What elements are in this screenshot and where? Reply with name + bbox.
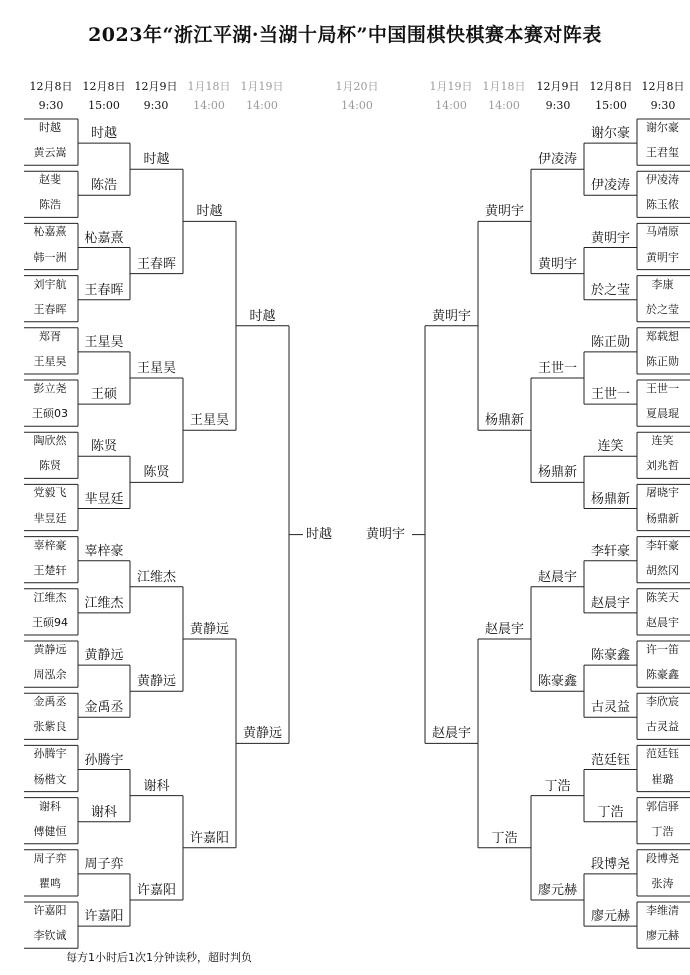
- right-r64-player: 陈正勋: [646, 354, 679, 368]
- right-r64-player: 陈豪鑫: [646, 668, 679, 682]
- left-r64-player: 时越: [39, 121, 61, 134]
- page-title: 2023年“浙江平湖·当湖十局杯”中国围棋快棋赛本赛对阵表: [88, 24, 602, 46]
- right-r64-player: 连笑: [651, 434, 674, 448]
- left-r32-winner: 陈浩: [90, 178, 117, 194]
- right-r64-player: 张涛: [651, 876, 674, 890]
- left-r64-player: 韩一洲: [33, 250, 67, 264]
- round-time: 9:30: [143, 99, 169, 112]
- right-r64-player: 夏晨琨: [646, 407, 679, 421]
- right-r32-winner: 连笑: [597, 439, 624, 455]
- left-r16-winner: 王星昊: [136, 361, 176, 376]
- right-r32-winner: 陈豪鑫: [590, 648, 630, 664]
- right-r32-winner: 谢尔豪: [590, 126, 630, 142]
- right-r64-player: 陈笑天: [646, 590, 679, 604]
- right-r64-player: 於之莹: [646, 302, 679, 316]
- right-r64-player: 古灵益: [646, 720, 679, 734]
- right-r64-player: 黄明宇: [646, 250, 679, 264]
- round-date: 12月9日: [134, 80, 178, 93]
- round-date: 1月19日: [240, 80, 284, 93]
- left-r32-winner: 王星昊: [84, 334, 124, 350]
- right-r64-player: 屠晓宇: [646, 486, 679, 500]
- left-sf-winner: 时越: [249, 308, 276, 324]
- left-r64-player: 王星昊: [33, 354, 67, 368]
- left-r64-player: 杺嘉熹: [33, 225, 67, 239]
- round-time: 9:30: [545, 99, 571, 112]
- right-r32-winner: 范廷钰: [590, 752, 630, 768]
- left-r32-winner: 周子弈: [84, 856, 124, 872]
- right-r64-player: 刘兆哲: [646, 459, 679, 473]
- left-r64-player: 刘宇航: [33, 277, 67, 291]
- right-qf-winner: 杨鼎新: [484, 413, 524, 429]
- right-r64-player: 范廷钰: [646, 747, 679, 761]
- left-r16-winner: 江维杰: [136, 569, 176, 585]
- left-r32-winner: 芈昱廷: [84, 491, 124, 507]
- left-r64-player: 赵斐: [39, 173, 61, 187]
- right-r16-winner: 赵晨宇: [537, 569, 577, 585]
- round-time: 9:30: [38, 99, 64, 112]
- left-r64-player: 黄云嵩: [33, 146, 67, 160]
- left-r64-player: 王楚轩: [33, 563, 67, 577]
- right-r32-winner: 丁浩: [597, 804, 624, 820]
- right-r64-player: 伊凌涛: [646, 173, 679, 187]
- round-date: 1月18日: [187, 80, 231, 93]
- right-r32-winner: 廖元赫: [590, 909, 630, 925]
- right-r64-player: 李维清: [646, 904, 679, 917]
- left-r16-winner: 黄静远: [136, 674, 176, 690]
- right-r64-player: 崔璐: [651, 772, 674, 786]
- left-r64-player: 李钦诚: [33, 929, 67, 943]
- left-r32-winner: 江维杰: [84, 595, 124, 611]
- right-r32-winner: 黄明宇: [590, 230, 630, 246]
- left-r64-player: 王硕03: [32, 407, 68, 421]
- right-r32-winner: 王世一: [590, 387, 630, 403]
- right-r16-winner: 陈豪鑫: [537, 674, 577, 690]
- left-sf-winner: 黄静远: [242, 726, 282, 742]
- left-r32-winner: 黄静远: [84, 648, 124, 664]
- left-r64-player: 江维杰: [33, 590, 67, 604]
- left-r64-player: 周泓余: [33, 668, 67, 682]
- left-r64-player: 许嘉阳: [33, 904, 67, 917]
- right-r64-player: 赵晨宇: [646, 615, 679, 629]
- round-time: 14:00: [193, 99, 225, 112]
- right-sf-winner: 黄明宇: [431, 308, 471, 324]
- right-r32-winner: 伊凌涛: [590, 178, 630, 194]
- left-r16-winner: 陈贤: [143, 465, 170, 481]
- round-date: 12月8日: [29, 80, 73, 93]
- left-r64-player: 瞿鸣: [39, 876, 61, 890]
- round-time: 14:00: [341, 99, 373, 112]
- left-r64-player: 郑胥: [39, 329, 61, 343]
- round-time: 9:30: [650, 99, 676, 112]
- right-r64-player: 杨鼎新: [646, 511, 679, 525]
- right-r16-winner: 黄明宇: [537, 256, 577, 272]
- left-r64-player: 党毅飞: [33, 486, 67, 500]
- right-r32-winner: 杨鼎新: [590, 491, 630, 507]
- round-date: 1月19日: [429, 80, 473, 93]
- left-r16-winner: 王春晖: [136, 256, 176, 272]
- round-time: 14:00: [488, 99, 520, 112]
- round-time: 15:00: [595, 99, 627, 112]
- right-r64-player: 郭信驿: [646, 799, 679, 813]
- right-r64-player: 丁浩: [651, 824, 674, 838]
- right-r64-player: 王君玺: [646, 146, 679, 160]
- left-r64-player: 辜梓豪: [33, 538, 67, 552]
- right-sf-winner: 赵晨宇: [431, 726, 471, 742]
- left-r32-winner: 许嘉阳: [84, 909, 124, 925]
- round-date: 12月8日: [641, 80, 685, 93]
- round-date: 1月20日: [335, 80, 379, 93]
- left-r32-winner: 王春晖: [84, 282, 124, 298]
- right-r64-player: 李欣宸: [646, 695, 679, 709]
- right-qf-winner: 黄明宇: [484, 204, 524, 220]
- left-qf-winner: 黄静远: [189, 622, 229, 637]
- round-date: 1月18日: [482, 80, 526, 93]
- left-r64-player: 王春晖: [33, 302, 67, 316]
- right-qf-winner: 丁浩: [491, 830, 518, 846]
- left-r64-player: 孙腾宇: [33, 747, 67, 761]
- left-r64-player: 周子弈: [33, 851, 67, 865]
- left-r64-player: 陶欣然: [33, 434, 67, 448]
- left-r64-player: 王硕94: [32, 615, 68, 629]
- left-r32-winner: 时越: [90, 126, 117, 142]
- right-r32-winner: 陈正勋: [590, 334, 630, 350]
- left-r64-player: 陈浩: [39, 198, 61, 212]
- left-r64-player: 金禹丞: [33, 695, 67, 709]
- right-r32-winner: 古灵益: [590, 700, 630, 716]
- right-r64-player: 胡然冈: [646, 563, 679, 577]
- right-r64-player: 马靖原: [646, 225, 679, 239]
- right-r64-player: 廖元赫: [646, 929, 679, 943]
- right-r16-winner: 伊凌涛: [537, 152, 577, 168]
- left-r32-winner: 孙腾宇: [84, 752, 124, 768]
- right-r64-player: 郑载想: [646, 329, 679, 343]
- left-r64-player: 谢科: [39, 799, 61, 813]
- right-r16-winner: 杨鼎新: [537, 465, 577, 481]
- left-r16-winner: 时越: [143, 152, 170, 168]
- right-r64-player: 李康: [651, 277, 674, 291]
- round-date: 12月8日: [589, 80, 633, 93]
- right-r64-player: 许一笛: [646, 643, 679, 656]
- left-r64-player: 黄静远: [33, 643, 67, 656]
- left-r64-player: 彭立尧: [33, 382, 67, 395]
- right-qf-winner: 赵晨宇: [484, 622, 524, 637]
- right-r32-winner: 於之莹: [590, 282, 630, 298]
- round-date: 12月8日: [82, 80, 126, 93]
- left-r32-winner: 谢科: [90, 804, 117, 820]
- right-r32-winner: 李轩豪: [590, 543, 630, 559]
- right-r64-player: 段博尧: [646, 851, 679, 865]
- right-r16-winner: 丁浩: [544, 778, 571, 794]
- right-r32-winner: 段博尧: [590, 856, 630, 872]
- right-r64-player: 李轩豪: [646, 538, 679, 552]
- left-r64-player: 芈昱廷: [33, 511, 67, 525]
- left-r64-player: 张紫良: [33, 720, 67, 734]
- final-left-player: 时越: [306, 526, 333, 542]
- round-time: 14:00: [246, 99, 278, 112]
- round-date: 12月9日: [536, 80, 580, 93]
- right-r64-player: 王世一: [646, 382, 679, 395]
- left-qf-winner: 时越: [196, 204, 223, 220]
- left-r32-winner: 辜梓豪: [84, 543, 124, 559]
- left-r64-player: 杨楷文: [33, 772, 67, 786]
- round-time: 15:00: [88, 99, 120, 112]
- left-qf-winner: 许嘉阳: [189, 830, 229, 846]
- left-r32-winner: 陈贤: [90, 439, 117, 455]
- left-r32-winner: 杺嘉熹: [84, 230, 124, 246]
- left-r64-player: 陈贤: [39, 459, 61, 473]
- right-r64-player: 陈玉侬: [646, 198, 679, 212]
- left-r32-winner: 王硕: [90, 387, 117, 403]
- left-r32-winner: 金禹丞: [84, 700, 124, 716]
- round-time: 14:00: [435, 99, 467, 112]
- right-r32-winner: 赵晨宇: [590, 595, 630, 611]
- left-r16-winner: 谢科: [143, 778, 170, 794]
- rules-footnote: 每方1小时后1次1分钟读秒，超时判负: [66, 951, 252, 964]
- left-r64-player: 傅健恒: [33, 824, 67, 838]
- final-right-player: 黄明宇: [366, 526, 406, 542]
- right-r16-winner: 廖元赫: [537, 883, 577, 898]
- right-r16-winner: 王世一: [537, 361, 577, 376]
- left-r16-winner: 许嘉阳: [136, 883, 176, 898]
- left-qf-winner: 王星昊: [189, 413, 229, 429]
- right-r64-player: 谢尔豪: [646, 121, 679, 134]
